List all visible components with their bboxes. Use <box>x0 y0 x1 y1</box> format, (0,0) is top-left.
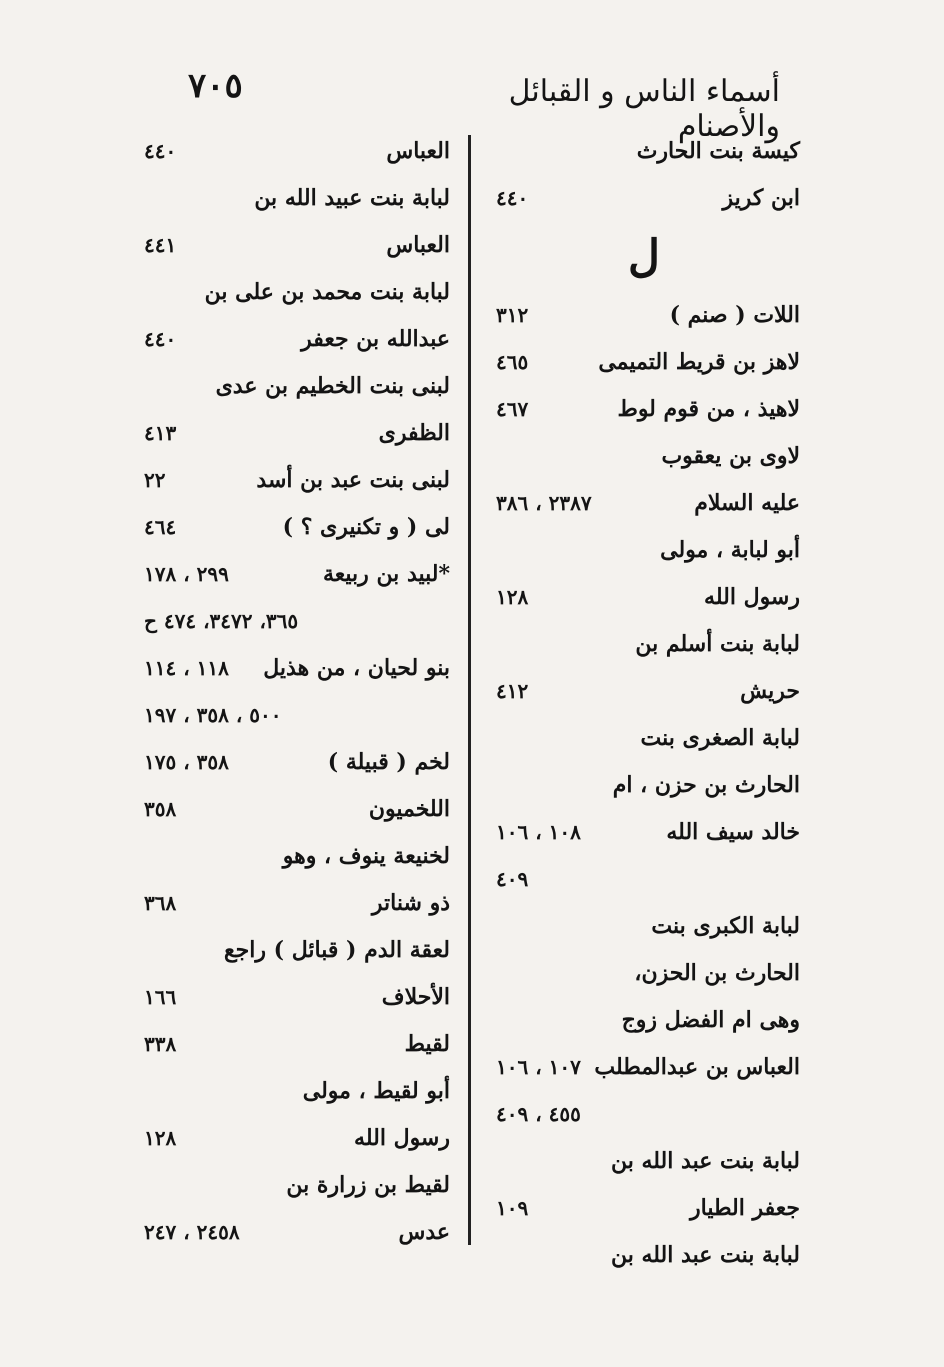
index-entry <box>488 339 800 386</box>
entry-name: العباس بن عبدالمطلب <box>594 1054 800 1080</box>
entry-pages: ٤٤١ <box>144 233 177 257</box>
index-entry <box>488 1185 800 1232</box>
index-entry <box>488 621 800 668</box>
entry-pages: ١١٨ ، ١١٤ <box>144 656 229 680</box>
index-entry <box>140 1021 460 1068</box>
entry-name: ابن كريز <box>722 185 800 211</box>
index-entry <box>140 645 460 692</box>
entry-name: *لبيد بن ربيعة <box>322 561 450 587</box>
entry-pages: ٤٤٠ <box>144 327 177 351</box>
entry-pages: ٣٥٨ <box>144 797 177 821</box>
index-entry <box>140 128 460 175</box>
index-entry <box>140 1162 460 1209</box>
entry-pages: ٤٦٤ <box>144 515 177 539</box>
index-entry <box>140 880 460 927</box>
column-divider <box>468 135 471 1245</box>
entry-name: لبابة بنت عبد الله بن <box>610 1148 800 1174</box>
entry-pages: ٣٦٨ <box>144 891 177 915</box>
entry-pages: ١٠٨ ، ١٠٦ <box>496 820 581 844</box>
index-entry <box>488 1091 800 1138</box>
entry-name: أبو لبابة ، مولى <box>660 537 800 563</box>
entry-name: الحارث بن الحزن، <box>634 960 800 986</box>
entry-pages: ٤٠٩ <box>496 867 529 891</box>
entry-name: العباس <box>386 232 450 258</box>
entry-pages: ٥٠٠ ، ٣٥٨ ، ١٩٧ <box>144 703 282 727</box>
entry-name: لبنى بنت الخطيم بن عدى <box>215 373 450 399</box>
index-entry <box>488 175 800 222</box>
entry-pages: ١٠٩ <box>496 1196 529 1220</box>
entry-name: اللات ( صنم ) <box>669 302 800 328</box>
index-entry <box>488 527 800 574</box>
index-entry <box>488 903 800 950</box>
entry-pages: ٣٦٥، ٣٤٧٢، ٤٧٤ ح <box>144 609 299 633</box>
entry-name: بنو لحيان ، من هذيل <box>263 655 450 681</box>
index-entry <box>140 457 460 504</box>
entry-name: عليه السلام <box>694 490 800 516</box>
entry-pages: ٣٥٨ ، ١٧٥ <box>144 750 229 774</box>
entry-name: وهى ام الفضل زوج <box>621 1007 800 1033</box>
entry-name: لبابة الكبرى بنت <box>651 913 800 939</box>
entry-name: لقيط <box>404 1031 450 1057</box>
entry-name: عدس <box>398 1219 450 1245</box>
entry-pages: ٢٤٥٨ ، ٢٤٧ <box>144 1220 240 1244</box>
entry-name: رسول الله <box>354 1125 450 1151</box>
index-entry <box>140 692 460 739</box>
index-entry <box>140 269 460 316</box>
index-entry <box>488 1232 800 1279</box>
entry-name: خالد سيف الله <box>666 819 800 845</box>
index-column-left <box>140 128 460 1256</box>
index-entry <box>140 1115 460 1162</box>
entry-name: لخم ( قبيلة ) <box>327 749 450 775</box>
index-column-right <box>488 128 800 1279</box>
entry-pages: ٤١٣ <box>144 421 177 445</box>
entry-pages: ٢٣٨٧ ، ٣٨٦ <box>496 491 592 515</box>
entry-name: كيسة بنت الحارث <box>636 138 800 164</box>
index-entry <box>488 433 800 480</box>
index-entry <box>140 1209 460 1256</box>
entry-pages: ٣٣٨ <box>144 1032 177 1056</box>
index-entry <box>140 222 460 269</box>
index-entry <box>488 809 800 856</box>
index-entry <box>488 1044 800 1091</box>
entry-name: الظفرى <box>378 420 450 446</box>
entry-name: لاهيذ ، من قوم لوط <box>617 396 800 422</box>
index-entry <box>140 316 460 363</box>
entry-name: جعفر الطيار <box>690 1195 800 1221</box>
index-entry <box>488 1138 800 1185</box>
entry-pages: ٤١٢ <box>496 679 529 703</box>
index-entry <box>140 927 460 974</box>
entry-name: حريش <box>740 678 800 704</box>
index-entry <box>488 762 800 809</box>
index-entry <box>488 715 800 762</box>
entry-pages: ٤٥٥ ، ٤٠٩ <box>496 1102 581 1126</box>
entry-pages: ١٢٨ <box>496 585 529 609</box>
entry-name: العباس <box>386 138 450 164</box>
index-entry <box>488 950 800 997</box>
entry-pages: ٤٦٧ <box>496 397 529 421</box>
entry-pages: ٤٦٥ <box>496 350 529 374</box>
entry-name: لبابة بنت عبد الله بن <box>610 1242 800 1268</box>
entry-name: عبدالله بن جعفر <box>301 326 450 352</box>
entry-name: لخنيعة ينوف ، وهو <box>282 843 450 869</box>
index-entry <box>140 551 460 598</box>
index-entry <box>488 292 800 339</box>
index-entry <box>140 410 460 457</box>
entry-name: لبابة بنت أسلم بن <box>635 631 800 657</box>
index-entry <box>140 175 460 222</box>
index-entry <box>488 128 800 175</box>
entry-name: الحارث بن حزن ، ام <box>612 772 800 798</box>
index-entry <box>140 598 460 645</box>
entry-name: اللخميون <box>368 796 450 822</box>
entry-pages: ٣١٢ <box>496 303 529 327</box>
page-title: أسماء الناس و القبائل والأصنام <box>508 74 780 144</box>
entry-name: أبو لقيط ، مولى <box>302 1078 450 1104</box>
entry-name: الأحلاف <box>381 984 450 1010</box>
entry-name: لعقة الدم ( قبائل ) راجع <box>223 937 450 963</box>
entry-pages: ١٢٨ <box>144 1126 177 1150</box>
entry-name: لبابة بنت عبيد الله بن <box>254 185 450 211</box>
index-entry <box>140 504 460 551</box>
entry-name: لبنى بنت عبد بن أسد <box>256 467 450 493</box>
entry-pages: ٤٤٠ <box>496 186 529 210</box>
index-entry <box>488 668 800 715</box>
index-entry <box>488 386 800 433</box>
index-entry <box>140 739 460 786</box>
entry-name: لى ( و تكنيرى ؟ ) <box>282 514 450 540</box>
entry-pages: ٢٩٩ ، ١٧٨ <box>144 562 229 586</box>
index-entry <box>140 1068 460 1115</box>
entry-name: لبابة بنت محمد بن على بن <box>204 279 450 305</box>
entry-pages: ١٦٦ <box>144 985 177 1009</box>
entry-name: لاوى بن يعقوب <box>661 443 800 469</box>
index-entry <box>140 363 460 410</box>
index-entry <box>488 856 800 903</box>
entry-name: لبابة الصغرى بنت <box>640 725 800 751</box>
entry-name: رسول الله <box>704 584 800 610</box>
index-entry <box>488 997 800 1044</box>
page-number: ٧٠٥ <box>188 66 243 106</box>
index-entry <box>488 480 800 527</box>
entry-name: لقيط بن زرارة بن <box>286 1172 450 1198</box>
entry-pages: ١٠٧ ، ١٠٦ <box>496 1055 581 1079</box>
entry-name: ذو شناتر <box>371 890 450 916</box>
index-entry <box>140 833 460 880</box>
index-entry <box>488 574 800 621</box>
entry-pages: ٢٢ <box>144 468 166 492</box>
index-entry <box>140 786 460 833</box>
entry-pages: ٤٤٠ <box>144 139 177 163</box>
index-entry <box>140 974 460 1021</box>
section-letter: ل <box>628 231 660 282</box>
entry-name: لاهز بن قريط التميمى <box>598 349 800 375</box>
